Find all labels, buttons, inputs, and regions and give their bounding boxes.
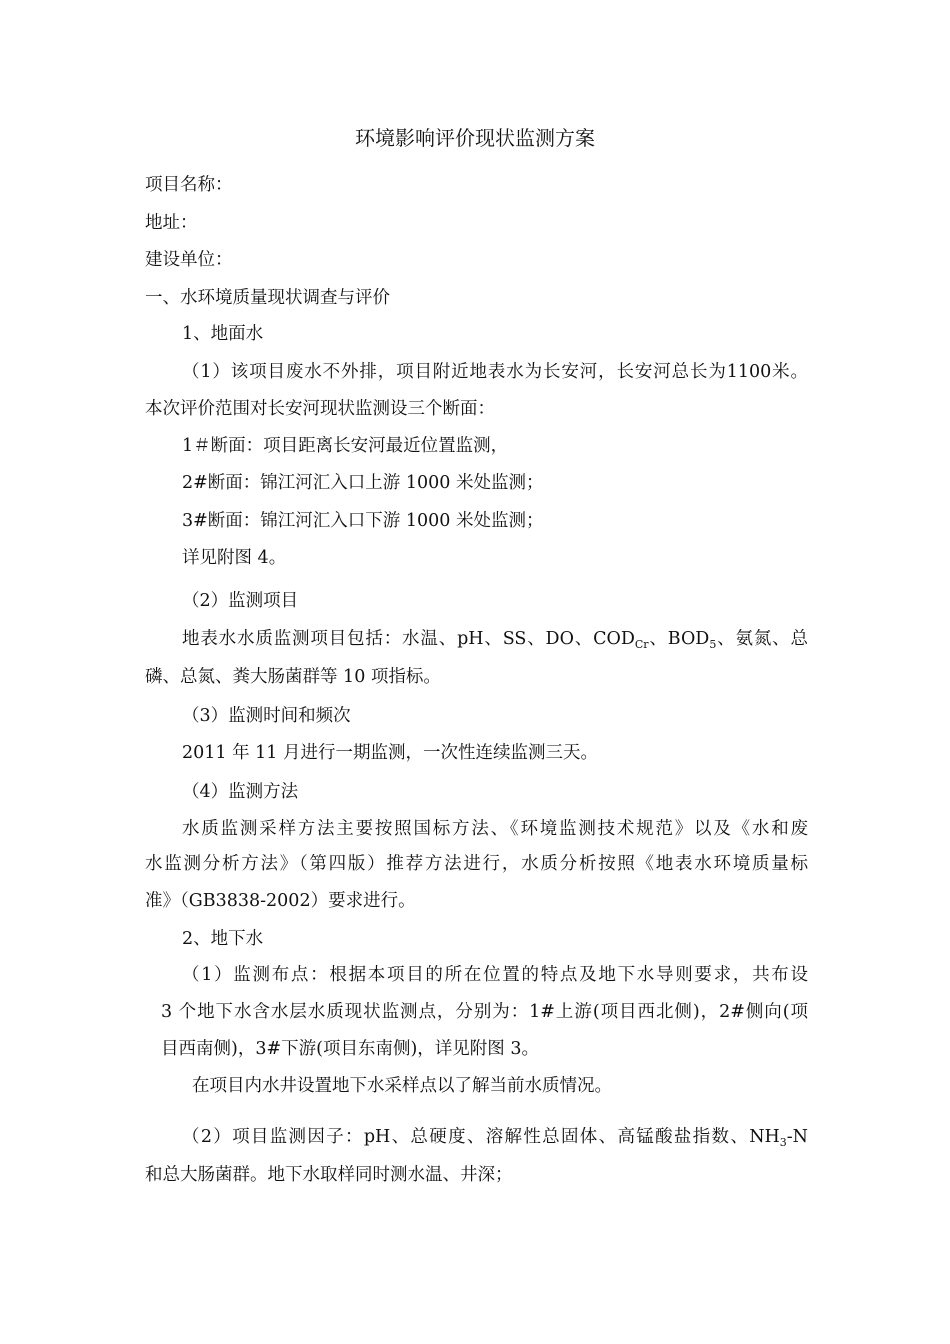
monitoring-section-3: 3#断面：锦江河汇入口下游 1000 米处监测； <box>182 511 544 531</box>
heading-monitoring-items: （2）监测项目 <box>182 591 299 611</box>
paragraph-line: 目西南侧)，3#下游(项目东南侧)，详见附图 3。 <box>161 1039 539 1059</box>
address-label: 地址： <box>145 213 198 233</box>
paragraph-line: （2）项目监测因子：pH、总硬度、溶解性总固体、高锰酸盐指数、$NH_3-N$ <box>182 1127 808 1149</box>
paragraph-line: （1）监测布点：根据本项目的所在位置的特点及地下水导则要求，共布设 <box>182 965 808 985</box>
paragraph-line: 地表水水质监测项目包括：水温、pH、SS、DO、$COD_{Cr}$、$BOD_5$、氨氮、总 <box>182 629 809 651</box>
monitoring-section-2: 2#断面：锦江河汇入口上游 1000 米处监测； <box>182 473 544 493</box>
subsection-heading-surface-water: 1、地面水 <box>182 324 264 344</box>
paragraph-line: 准》（GB3838-2002）要求进行。 <box>145 891 416 911</box>
paragraph-line: 磷、总氮、粪大肠菌群等 10 项指标。 <box>145 667 441 687</box>
heading-monitoring-time: （3）监测时间和频次 <box>182 706 351 726</box>
project-name-label: 项目名称： <box>145 175 233 195</box>
section-heading-water: 一、水环境质量现状调查与评价 <box>145 288 390 308</box>
paragraph-line: 水质监测采样方法主要按照国标方法、《环境监测技术规范》以及《水和废 <box>182 819 808 839</box>
see-figure-4: 详见附图 4。 <box>182 548 287 568</box>
builder-label: 建设单位： <box>145 250 233 270</box>
paragraph-line: 2011 年 11 月进行一期监测，一次性连续监测三天。 <box>182 743 598 763</box>
paragraph-line: 在项目内水井设置地下水采样点以了解当前水质情况。 <box>192 1076 612 1096</box>
monitoring-section-1: 1＃断面：项目距离长安河最近位置监测， <box>182 436 509 456</box>
paragraph-line: （1）该项目废水不外排，项目附近地表水为长安河，长安河总长为1100米。 <box>182 362 808 382</box>
paragraph-line: 和总大肠菌群。地下水取样同时测水温、井深； <box>145 1165 513 1185</box>
paragraph-line: 本次评价范围对长安河现状监测设三个断面： <box>145 399 495 419</box>
paragraph-line: 3 个地下水含水层水质现状监测点，分别为：1#上游(项目西北侧)，2#侧向(项 <box>161 1002 808 1022</box>
subsection-heading-groundwater: 2、地下水 <box>182 929 264 949</box>
document-title: 环境影响评价现状监测方案 <box>355 126 595 150</box>
paragraph-line: 水监测分析方法》（第四版）推荐方法进行，水质分析按照《地表水环境质量标 <box>145 854 808 874</box>
heading-monitoring-method: （4）监测方法 <box>182 782 299 802</box>
